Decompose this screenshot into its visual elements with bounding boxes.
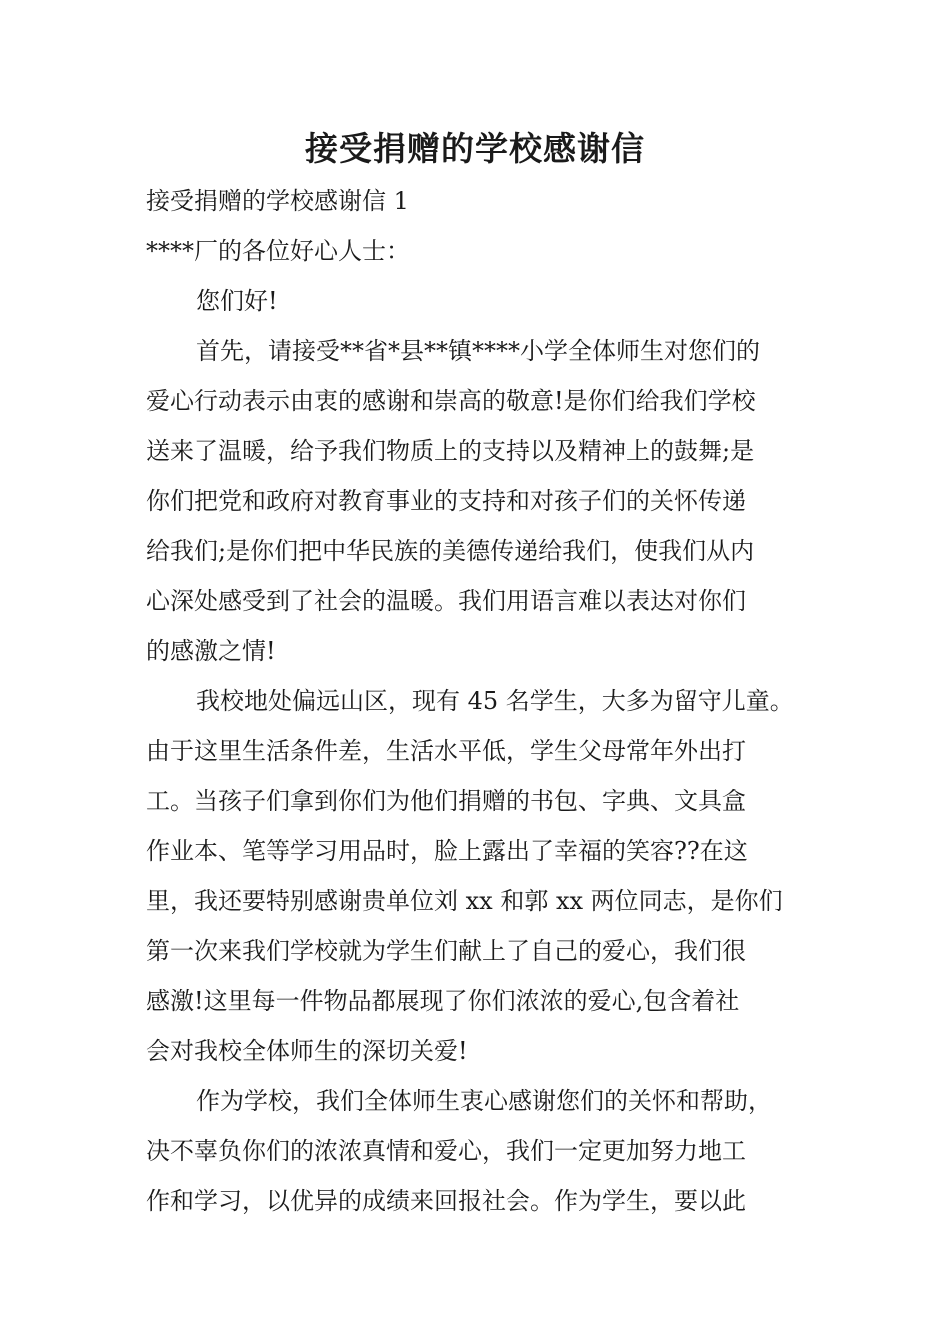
text-line: 你们把党和政府对教育事业的支持和对孩子们的关怀传递	[146, 487, 746, 515]
text-line: 作业本、笔等学习用品时，脸上露出了幸福的笑容??在这	[146, 837, 748, 865]
text-line: 第一次来我们学校就为学生们献上了自己的爱心，我们很	[146, 937, 746, 965]
text-line: 里，我还要特别感谢贵单位刘 xx 和郭 xx 两位同志，是你们	[146, 887, 783, 915]
text-line: 首先，请接受**省*县**镇****小学全体师生对您们的	[196, 337, 760, 365]
text-line: 由于这里生活条件差，生活水平低，学生父母常年外出打	[146, 737, 746, 765]
text-line: 作为学校，我们全体师生衷心感谢您们的关怀和帮助，	[196, 1087, 772, 1115]
text-line: 工。当孩子们拿到你们为他们捐赠的书包、字典、文具盒	[146, 787, 746, 815]
text-line: 您们好!	[196, 287, 278, 315]
text-line: 送来了温暖，给予我们物质上的支持以及精神上的鼓舞;是	[146, 437, 755, 465]
text-line: 感激!这里每一件物品都展现了你们浓浓的爱心,包含着社	[146, 987, 740, 1015]
text-line: 给我们;是你们把中华民族的美德传递给我们，使我们从内	[146, 537, 755, 565]
text-line: 作和学习，以优异的成绩来回报社会。作为学生，要以此	[146, 1187, 746, 1215]
text-line: 的感激之情!	[146, 637, 276, 665]
document-body	[146, 176, 836, 1226]
text-line: 爱心行动表示由衷的感谢和崇高的敬意!是你们给我们学校	[146, 387, 756, 415]
text-line: ****厂的各位好心人士：	[146, 237, 410, 265]
text-line: 会对我校全体师生的深切关爱!	[146, 1037, 468, 1065]
text-line: 我校地处偏远山区，现有 45 名学生，大多为留守儿童。	[196, 687, 794, 715]
document-title: 接受捐赠的学校感谢信	[305, 129, 645, 168]
text-line: 决不辜负你们的浓浓真情和爱心，我们一定更加努力地工	[146, 1137, 746, 1165]
text-line: 心深处感受到了社会的温暖。我们用语言难以表达对你们	[146, 587, 746, 615]
text-line: 接受捐赠的学校感谢信 1	[146, 187, 409, 215]
